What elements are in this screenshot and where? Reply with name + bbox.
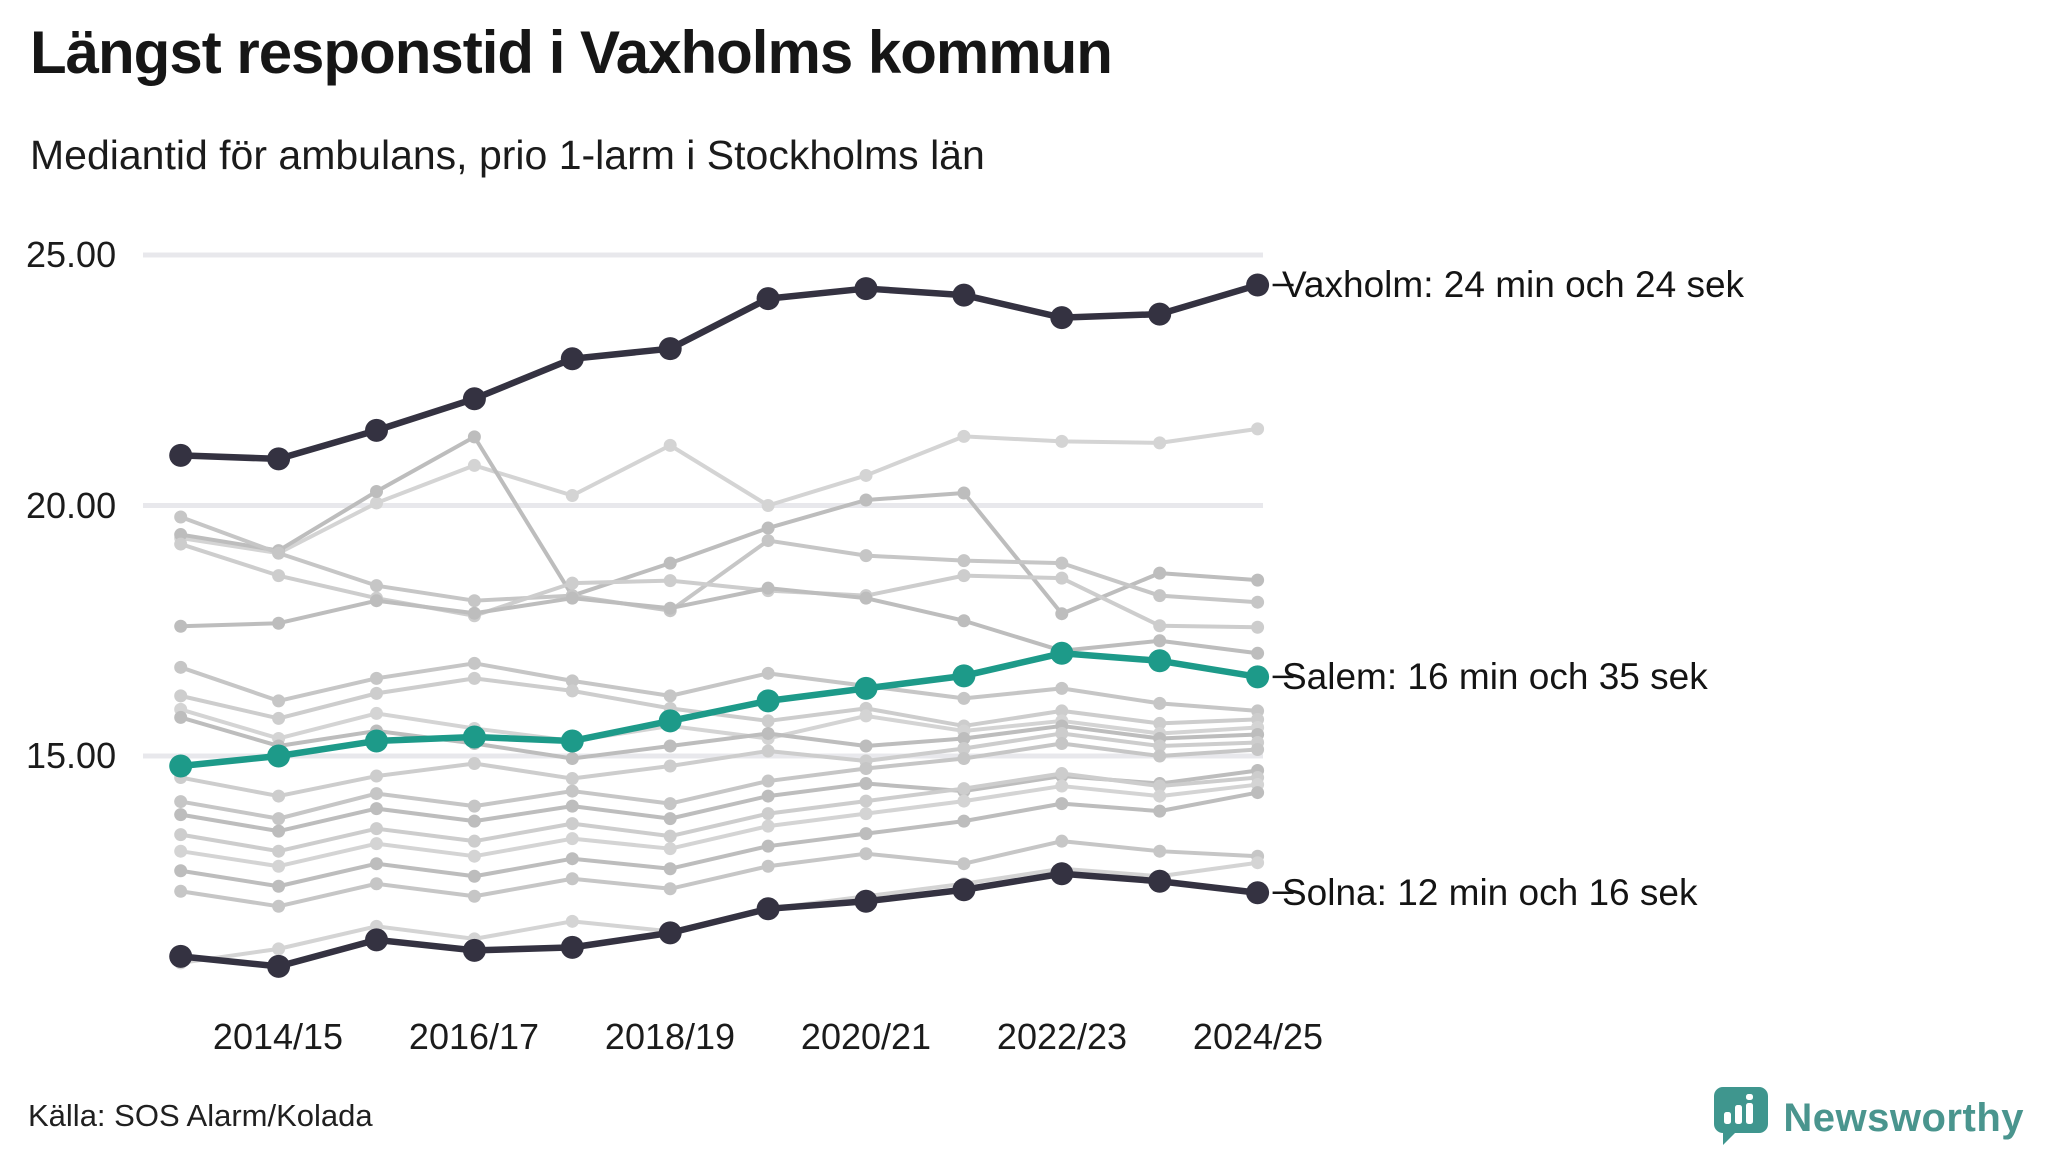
x-tick-2014-15: 2014/15 xyxy=(212,1016,344,1057)
newsworthy-logo-icon xyxy=(1713,1086,1769,1151)
x-tick-2020-21: 2020/21 xyxy=(800,1016,932,1057)
series-label-salem: Salem: 16 min och 35 sek xyxy=(1282,656,1708,697)
source-note: Källa: SOS Alarm/Kolada xyxy=(28,1098,373,1133)
series-other-2 xyxy=(174,430,1264,620)
x-tick-2024-25: 2024/25 xyxy=(1192,1016,1324,1057)
label-connectors xyxy=(1273,285,1294,893)
series-other-3 xyxy=(174,511,1264,618)
y-tick-15: 15.00 xyxy=(26,735,117,776)
series-solna xyxy=(169,862,1269,978)
y-tick-25: 25.00 xyxy=(26,234,117,275)
series-label-vaxholm: Vaxholm: 24 min och 24 sek xyxy=(1282,264,1745,305)
chart-subtitle: Mediantid för ambulans, prio 1-larm i Stockholms län xyxy=(30,132,985,178)
series-label-solna: Solna: 12 min och 16 sek xyxy=(1282,872,1698,913)
series-other-5 xyxy=(174,582,1264,660)
x-tick-2018-19: 2018/19 xyxy=(604,1016,736,1057)
y-tick-20: 20.00 xyxy=(26,485,117,526)
newsworthy-logo xyxy=(1713,1086,2024,1151)
x-tick-2022-23: 2022/23 xyxy=(996,1016,1128,1057)
newsworthy-logo-text: Newsworthy xyxy=(1783,1096,2024,1140)
series-other-4 xyxy=(174,538,1264,634)
page-title: Längst responstid i Vaxholms kommun xyxy=(30,19,1112,86)
x-tick-2016-17: 2016/17 xyxy=(408,1016,540,1057)
